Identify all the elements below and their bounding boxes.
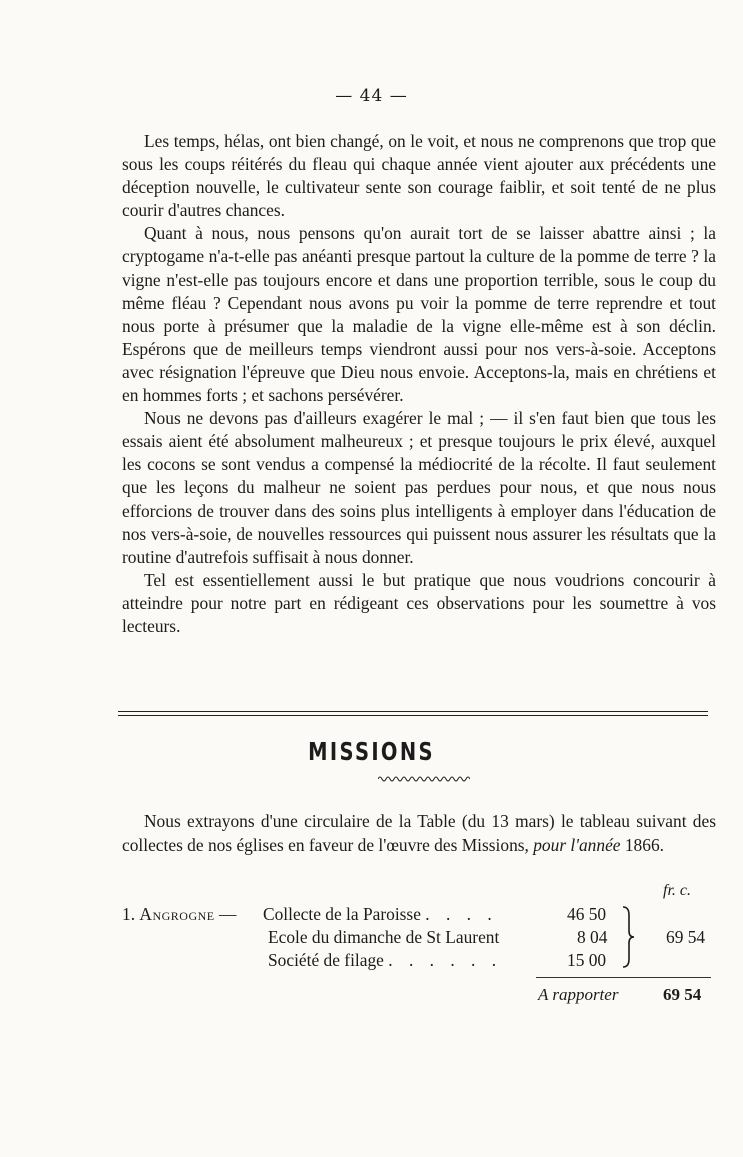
article-body xyxy=(122,130,716,638)
paragraph: Nous ne devons pas d'ailleurs exagérer le mal ; — il s'en faut bien que tous les essais aient été absolument malheureux ; et presque toujours le prix élevé, auxquel les cocons se sont vendus a compensé la médiocrité de la récolte. Il faut seulement que les leçons du malheur ne soient pas perdues pour nous, et que nous nous efforcions de trouver dans des soins plus intelligents à employer dans l'éducation de nos vers-à-soie, de nouvelles ressources qui puissent nous assurer les résultats que la routine d'autrefois suffisait à nous donner. xyxy=(122,408,716,567)
carry-forward-value: 69 54 xyxy=(663,985,702,1004)
item-amount: 8 04 xyxy=(577,927,608,947)
item-leader: . . . . . . xyxy=(388,950,503,970)
missions-intro xyxy=(122,810,716,857)
item-amount: 15 00 xyxy=(567,950,607,970)
item-label: Ecole du dimanche de St Laurent xyxy=(268,927,500,947)
parish-name: Angrogne xyxy=(139,904,215,924)
page-number: — 44 — xyxy=(335,86,408,106)
section-divider xyxy=(118,711,708,716)
paragraph: Les temps, hélas, ont bien changé, on le voit, et nous ne comprenons que trop que sous les coups réitérés du fleau qui chaque année vient ajouter aux précédents une déception nouvelle, le cultivateur sente son courage faiblir, et soit tenté de ne plus courir d'autres chances. xyxy=(122,131,716,221)
subtotal: 69 54 xyxy=(666,927,706,947)
right-brace xyxy=(620,905,636,969)
table-item xyxy=(268,950,502,971)
entry-number: 1. xyxy=(122,904,136,924)
item-amount: 46 50 xyxy=(567,904,607,924)
entry-dash: — xyxy=(219,904,237,924)
item-leader: . . . . xyxy=(425,904,498,924)
table-item xyxy=(263,904,498,925)
intro-year: 1866. xyxy=(620,834,664,855)
ornament-wavy-line xyxy=(378,775,470,783)
currency-header: fr. c. xyxy=(663,882,691,899)
paragraph: Quant à nous, nous pensons qu'on aurait tort de se laisser abattre ainsi ; la cryptogame n'a-t-elle pas anéanti presque partout la culture de la pomme de terre ? la vigne n'est-elle pas toujours encore et dans une proportion terrible, sous le coup du même fléau ? Cependant nous avons pu voir la pomme de terre reprendre et tout nous porte à présumer que la maladie de la vigne elle-même est à son déclin. Espérons que de meilleurs temps viendront aussi pour nos vers-à-soie. Acceptons avec résignation l'épreuve que Dieu nous envoie. Acceptons-la, mais en chrétiens et en hommes forts ; et sachons persévérer. xyxy=(122,223,716,406)
section-title: MISSIONS xyxy=(308,737,435,766)
total-rule xyxy=(536,977,711,978)
intro-italic: pour l'année xyxy=(533,834,621,855)
table-row xyxy=(122,904,236,925)
paragraph: Tel est essentiellement aussi le but pratique que nous voudrions concourir à atteindre pour notre part en rédigeant ces observations pour les soumettre à vos lecteurs. xyxy=(122,569,716,636)
carry-forward-label: A rapporter xyxy=(538,985,619,1004)
item-label: Société de filage xyxy=(268,950,384,970)
intro-text: Nous extrayons d'une circulaire de la Table (du 13 mars) le tableau suivant des collectes de nos églises en faveur de l'œuvre des Missions, xyxy=(122,811,716,855)
item-label: Collecte de la Paroisse xyxy=(263,904,421,924)
table-item xyxy=(268,927,499,948)
